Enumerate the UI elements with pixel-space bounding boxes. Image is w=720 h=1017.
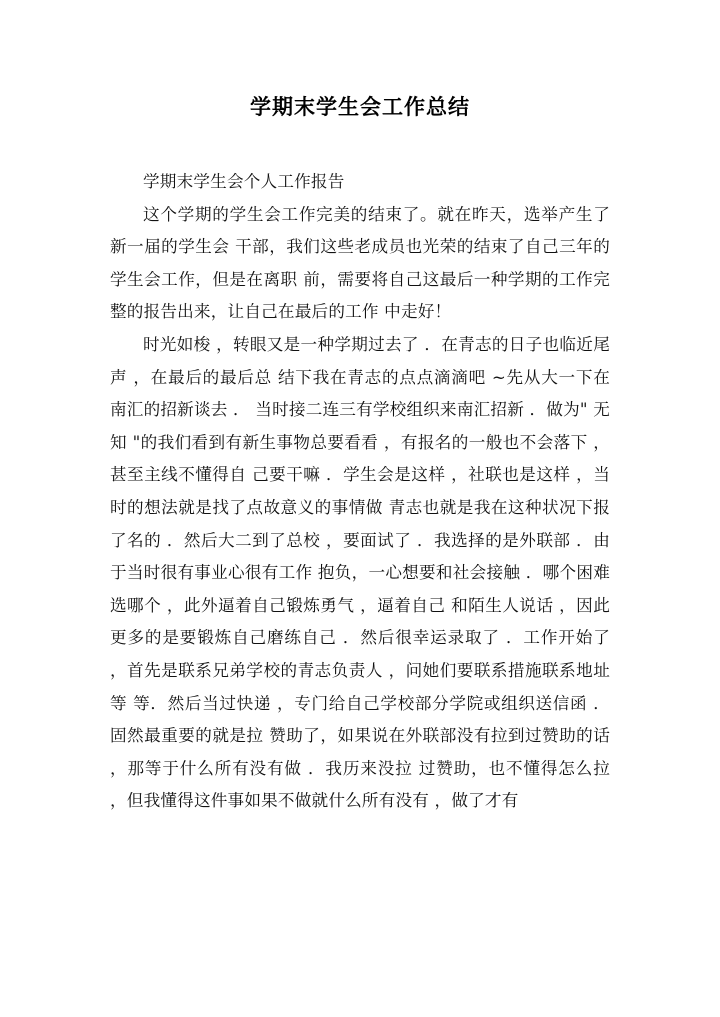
paragraph-main: 时光如梭 ，转眼又是一种学期过去了 ．在青志的日子也临近尾声 ，在最后的最后总 结下我在青志的点点滴滴吧 ~先从大一下在南汇的招新谈去 ． 当时接二连三有学校组织来南汇招新 ．做为" 无知 "的我们看到有新生事物总要看看 ，有报名的一般也不会落下 ，甚至主线不懂得自 己要干嘛 ．学生会是这样 ，社联也是这样 ，当时的想法就是找了点故意义的事情做 青志也就是我在这种状况下报了名的 ．然后大二到了总校 ，要面试了 ．我选择的是外联部 ．由于当时很有事业心很有工作 抱负，一心想要和社会接触 ．哪个困难选哪个 ，此外逼着自己锻炼勇气 ，逼着自己 和陌生人说话 ，因此更多的是要锻炼自己磨练自己 ．然后很幸运录取了 ．工作开始了 ，首先是联系兄弟学校的青志负责人 ，问她们要联系措施联系地址等 等．然后当过快递 ，专门给自己学校部分学院或组织送信函 ．固然最重要的就是拉 赞助了，如果说在外联部没有拉到过赞助的话 ，那等于什么所有没有做 ．我历来没拉 过赞助，也不懂得怎么拉 ，但我懂得这件事如果不做就什么所有没有 ，做了才有	[110, 334, 610, 811]
document-title: 学期末学生会工作总结	[250, 94, 470, 119]
document-body	[110, 166, 610, 818]
section-heading: 学期末学生会个人工作报告	[143, 172, 345, 191]
paragraph-intro: 这个学期的学生会工作完美的结束了。就在昨天，选举产生了新一届的学生会 干部，我们这些老成员也光荣的结束了自己三年的学生会工作，但是在离职 前，需要将自己这最后一种学期的工作完整的报告出来，让自己在最后的工作 中走好！	[110, 204, 610, 322]
